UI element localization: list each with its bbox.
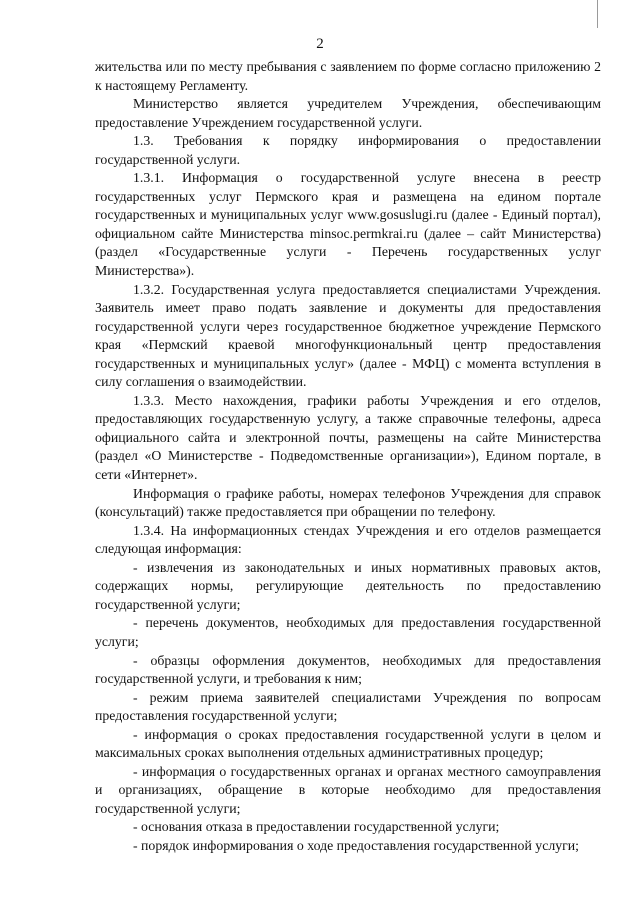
paragraph: жительства или по месту пребывания с заявлением по форме согласно приложению 2 к настоящему Регламенту. (95, 59, 601, 93)
paragraph: 1.3.1. Информация о государственной услуге внесена в реестр государственных услуг Пермского края и размещена на едином портале государственных и муниципальных услуг www.gosuslugi.ru (далее - Единый портал), официальном сайте Министерства minsoc.permkrai.ru (далее – сайт Министерства) (раздел «Государственные услуги - Перечень государственных услуг Министерства»). (95, 170, 601, 279)
paragraph: 1.3. Требования к порядку информирования о предоставлении государственной услуги. (95, 133, 601, 167)
page-number: 2 (316, 36, 324, 52)
paragraph: - режим приема заявителей специалистами Учреждения по вопросам предоставления государственной услуги; (95, 689, 601, 724)
document-body (95, 58, 601, 856)
paragraph: Информация о графике работы, номерах телефонов Учреждения для справок (консультаций) также предоставляется при обращении по телефону. (95, 485, 601, 520)
paragraph: 1.3.4. На информационных стендах Учреждения и его отделов размещается следующая информация: (95, 522, 601, 557)
paragraph: - перечень документов, необходимых для предоставления государственной услуги; (95, 615, 601, 649)
paragraph: 1.3.3. Место нахождения, графики работы Учреждения и его отделов, предоставляющих государственную услугу, а также справочные телефоны, адреса официального сайта и электронной почты, размещены на сайте Министерства (раздел «О Министерстве - Подведомственные организации»), Едином портале, в сети «Интернет». (95, 392, 601, 483)
paragraph: Министерство является учредителем Учреждения, обеспечивающим предоставление Учреждением государственной услуги. (95, 96, 601, 130)
margin-mark (597, 0, 598, 28)
paragraph: - основания отказа в предоставлении государственной услуги; (133, 819, 500, 835)
paragraph: 1.3.2. Государственная услуга предоставляется специалистами Учреждения. Заявитель имеет право подать заявление и документы для предоставления государственной услуги через государственное бюджетное учреждение Пермского края «Пермский краевой многофункциональный центр предоставления государственных и муниципальных услуг» (далее - МФЦ) с момента вступления в силу соглашения о взаимодействии. (95, 281, 601, 390)
paragraph: - извлечения из законодательных и иных нормативных правовых актов, содержащих нормы, регулирующие деятельность по предоставлению государственной услуги; (95, 559, 601, 612)
paragraph: - информация о государственных органах и органах местного самоуправления и организациях, обращение в которые необходимо для предоставления государственной услуги; (95, 763, 601, 816)
paragraph: - образцы оформления документов, необходимых для предоставления государственной услуги, и требования к ним; (95, 652, 601, 687)
paragraph: - порядок информирования о ходе предоставления государственной услуги; (133, 837, 579, 853)
paragraph: - информация о сроках предоставления государственной услуги в целом и максимальных сроках выполнения отдельных административных процедур; (95, 726, 601, 761)
